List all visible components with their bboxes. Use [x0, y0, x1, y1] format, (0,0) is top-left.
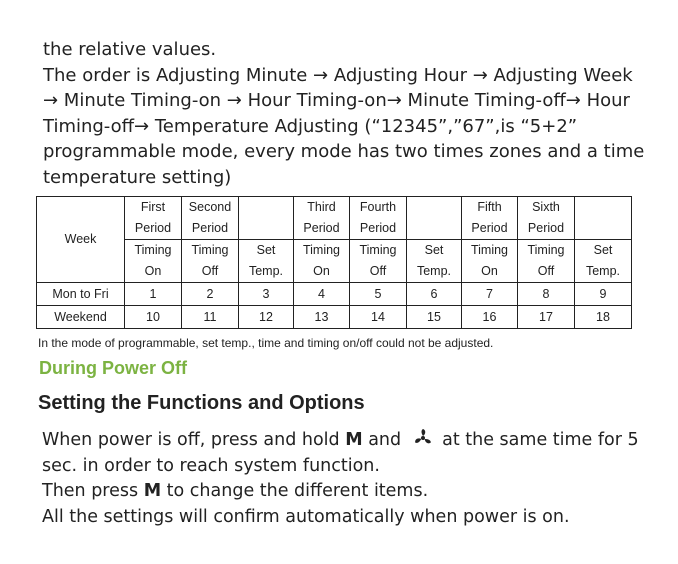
table-header-row-1: [37, 197, 632, 219]
sub-header-line2: On: [294, 261, 350, 283]
sub-header-line2: Off: [518, 261, 575, 283]
table-cell: 3: [239, 283, 294, 306]
text: Then press: [42, 481, 144, 502]
sub-header-line2: On: [125, 261, 182, 283]
table-cell: 5: [350, 283, 407, 306]
table-header-row-2: [37, 218, 632, 240]
period-5-header-line2: Period: [462, 218, 518, 240]
row-label: Mon to Fri: [37, 283, 125, 306]
period-6-header-line2: Period: [518, 218, 575, 240]
sub-header: Timing: [518, 240, 575, 262]
table-cell: 17: [518, 306, 575, 329]
sub-header: Timing: [125, 240, 182, 262]
table-cell: 7: [462, 283, 518, 306]
table-cell: 18: [575, 306, 632, 329]
period-5-header: Fifth: [462, 197, 518, 219]
table-cell: 15: [407, 306, 462, 329]
table-row: [37, 306, 632, 329]
period-3-header: Third: [294, 197, 350, 219]
sub-header: Timing: [462, 240, 518, 262]
instructions: [42, 428, 662, 530]
period-3-header-line2: Period: [294, 218, 350, 240]
sub-header: Set: [575, 240, 632, 262]
sub-header-line2: On: [462, 261, 518, 283]
instruction-line-3: All the settings will confirm automatically when power is on.: [42, 506, 570, 527]
row-label: Weekend: [37, 306, 125, 329]
table-note: In the mode of programmable, set temp., time and timing on/off could not be adjusted.: [38, 336, 494, 350]
period-4-header-line2: Period: [350, 218, 407, 240]
section-heading: Setting the Functions and Options: [38, 392, 365, 414]
table-subheader-row-1: [37, 240, 632, 262]
sub-header-line2: Off: [182, 261, 239, 283]
key-m: M: [345, 430, 363, 450]
sub-header: Set: [407, 240, 462, 262]
key-m: M: [143, 481, 162, 502]
sub-header: Timing: [350, 240, 407, 262]
period-2-header: Second: [182, 197, 239, 219]
table-subheader-row-2: [37, 261, 632, 283]
table-cell: 14: [350, 306, 407, 329]
table-cell: 12: [239, 306, 294, 329]
sub-header-line2: Temp.: [239, 261, 294, 283]
sub-header-line2: Temp.: [407, 261, 462, 283]
period-6-header: Sixth: [518, 197, 575, 219]
sub-header: Timing: [294, 240, 350, 262]
table-cell: 2: [182, 283, 239, 306]
table-cell: 6: [407, 283, 462, 306]
sub-header: Set: [239, 240, 294, 262]
period-4-header: Fourth: [350, 197, 407, 219]
instruction-line-2: [42, 479, 662, 505]
section-subheading: During Power Off: [39, 358, 187, 378]
table-cell: 13: [294, 306, 350, 329]
table-cell: 9: [575, 283, 632, 306]
table-cell: 1: [125, 283, 182, 306]
table-cell: 11: [182, 306, 239, 329]
intro-line: the relative values.: [43, 39, 217, 60]
sub-header-line2: Off: [350, 261, 407, 283]
blank-header-cell: [575, 197, 632, 240]
sub-header: Timing: [182, 240, 239, 262]
table-cell: 10: [125, 306, 182, 329]
period-1-header-line2: Period: [125, 218, 182, 240]
blank-header-cell: [407, 197, 462, 240]
adjust-order-paragraph: The order is Adjusting Minute → Adjusting Hour → Adjusting Week → Minute Timing-on → Hour Timing-on→ Minute Timing-off→ Hour Timing-off→ Temperature Adjusting (“12345”,”67”,is “5+2” programmable mode, every mode has two times zones and a time temperature setting): [43, 64, 645, 188]
schedule-table: [36, 196, 632, 329]
period-2-header-line2: Period: [182, 218, 239, 240]
instruction-line-1: [42, 428, 662, 479]
table-cell: 4: [294, 283, 350, 306]
blank-header-cell: [239, 197, 294, 240]
intro-text: [43, 37, 653, 191]
period-1-header: First: [125, 197, 182, 219]
week-header: Week: [37, 197, 125, 283]
table-cell: 16: [462, 306, 518, 329]
text: at the same time for 5 sec. in order to reach system function.: [42, 430, 639, 476]
sub-header-line2: Temp.: [575, 261, 632, 283]
table-row: [37, 283, 632, 306]
table-cell: 8: [518, 283, 575, 306]
text: and: [362, 430, 402, 450]
text: When power is off, press and hold: [42, 430, 346, 450]
text: to change the different items.: [161, 481, 429, 502]
fan-icon: [413, 428, 433, 448]
